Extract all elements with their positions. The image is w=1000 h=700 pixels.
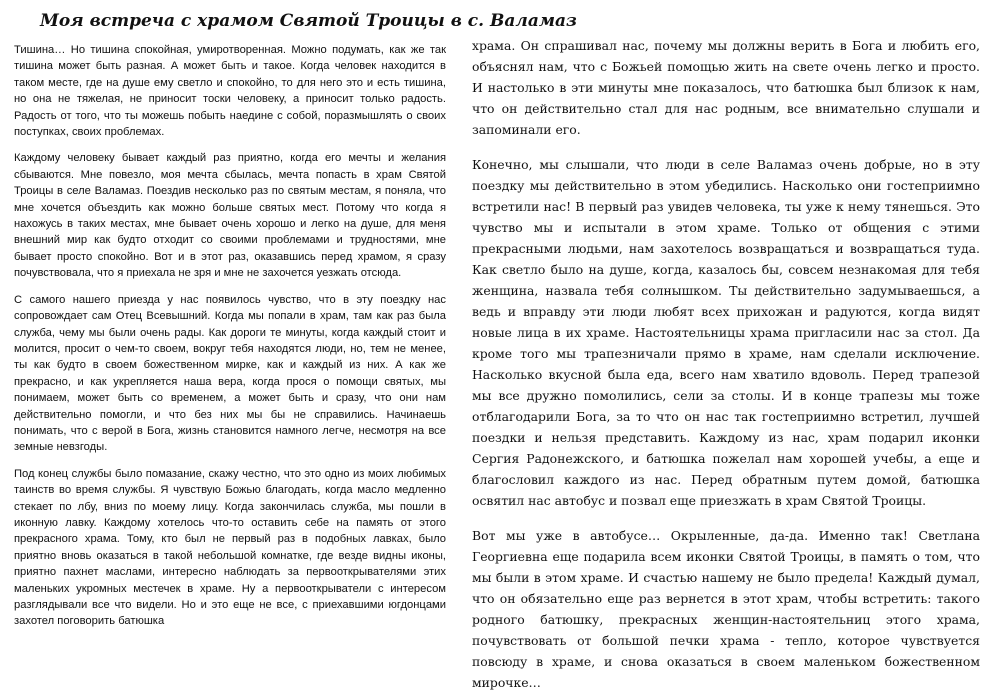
paragraph: храма. Он спрашивал нас, почему мы должны верить в Бога и любить его, объяснял нам, что с Божьей помощью жить на свете очень легко и просто. И настолько в эти минуты мне показалось, что батюшка был близок к нам, что он действительно стал для нас родным, все внимательно слушали и запоминали его. <box>472 38 980 137</box>
document-title: Моя встреча с храмом Святой Троицы в с. Валамаз <box>40 11 577 31</box>
left-column <box>14 42 446 630</box>
paragraph: Конечно, мы слышали, что люди в селе Валамаз очень добрые, но в эту поездку мы действительно в этом убедились. Насколько они гостеприимно встретили нас! В первый раз увидев человека, ты уже к нему тянешься. Это чувство мы и испытали в этом храме. Только от общения с этими прекрасными людьми, нам захотелось возвращаться и возвращаться туда. Как светло было на душе, когда, казалось бы, совсем незнакомая для тебя женщина, назвала тебя солнышком. Ты действительно задумываешься, а ведь и вправду эти люди любят всех прихожан и радуются, когда видят новые лица в их храме. Настоятельницы храма пригласили нас за стол. Да кроме того мы трапезничали прямо в храме, нам сделали исключение. Насколько вкусной была еда, всего нам хватило вдоволь. Перед трапезой мы все дружно помолились, сели за столы. И в конце трапезы мы тоже отблагодарили Бога, за то что он нас так гостеприимно встретил, лучшей поездки и нельзя представить. Каждому из нас, храм подарил иконки Сергия Радонежского, и батюшка пожелал нам хорошей учебы, а еще и благословил каждого из нас. Перед обратным путем домой, батюшка освятил нас автобус и позвал еще приезжать в храм Святой Троицы. <box>472 157 980 508</box>
right-column <box>472 35 980 693</box>
paragraph: Тишина… Но тишина спокойная, умиротворенная. Можно подумать, как же так тишина может быть разная. А может быть и такое. Когда человек находится в таком месте, где на душе ему светло и спокойно, то для него это и есть тишина, но она не тяжелая, не приносит тоски человеку, а приносит только радость. Радость от того, что ты можешь побыть наедине с собой, поразмышлять о своих поступках, своих проблемах. <box>14 44 446 139</box>
paragraph: Каждому человеку бывает каждый раз приятно, когда его мечты и желания сбываются. Мне повезло, моя мечта сбылась, мечта попасть в храм Святой Троицы в селе Валамаз. Поездив несколько раз по святым местам, я поняла, что мне хочется объездить как можно больше святых мест. Потому что когда я нахожусь в таких местах, мне бывает очень хорошо и легко на душе, для меня внешний мир как будто отходит со своими проблемами и трудностями, мне бывает просто спокойно. Вот и в этот раз, оказавшись перед храмом, я сразу почувствовала, что я приехала не зря и мне не захочется уезжать отсюда. <box>14 152 446 280</box>
paragraph: Вот мы уже в автобусе… Окрыленные, да-да. Именно так! Светлана Георгиевна еще подарила всем иконки Святой Троицы, в память о том, что мы были в этом храме. И счастью нашему не было предела! Каждый думал, что он обязательно еще раз вернется в этот храм, чтобы встретить: такого родного батюшку, прекрасных женщин-настоятельниц этого храма, почувствовать от большой печки храма - тепло, которое чувствуется повсюду в храме, и снова оказаться в своем маленьком божественном мирочке… <box>472 528 980 690</box>
paragraph: Под конец службы было помазание, скажу честно, что это одно из моих любимых таинств во время службы. Я чувствую Божью благодать, когда масло медленно стекает по лбу, вниз по моему лицу. Когда закончилась служба, мы пошли в иконную лавку. Каждому хотелось что-то оставить себе на память от этого прекрасного храма. Тому, кто был не первый раз в подобных лавках, было приятно вновь оказаться в такой небольшой комнатке, где везде видны иконы, приятно пахнет маслами, интересно наблюдать за первооткрывателями этих маленьких укромных местечек в храме. Ну а первооткрыватели с интересом разглядывали все что видели. Но и это еще не все, с приехавшими югдонцами захотел поговорить батюшка <box>14 467 446 628</box>
paragraph: С самого нашего приезда у нас появилось чувство, что в эту поездку нас сопровождает сам Отец Всевышний. Когда мы попали в храм, там как раз была служба, чему мы были очень рады. Как дороги те минуты, когда каждый стоит и молится, просит о чем-то своем, вокруг тебя находятся люди, но, тем не менее, ты как будто в своем божественном мирке, как и каждый из них. А как же прекрасно, и как укрепляется наша вера, когда прося о помощи святых, мы понимаем, может быть со временем, а может быть и сразу, что они нам действительно помогли, и что без них мы бы не справились. Начинаешь понимать, что с верой в Бога, жизнь становится намного легче, несмотря на все земные невзгоды. <box>14 293 446 454</box>
